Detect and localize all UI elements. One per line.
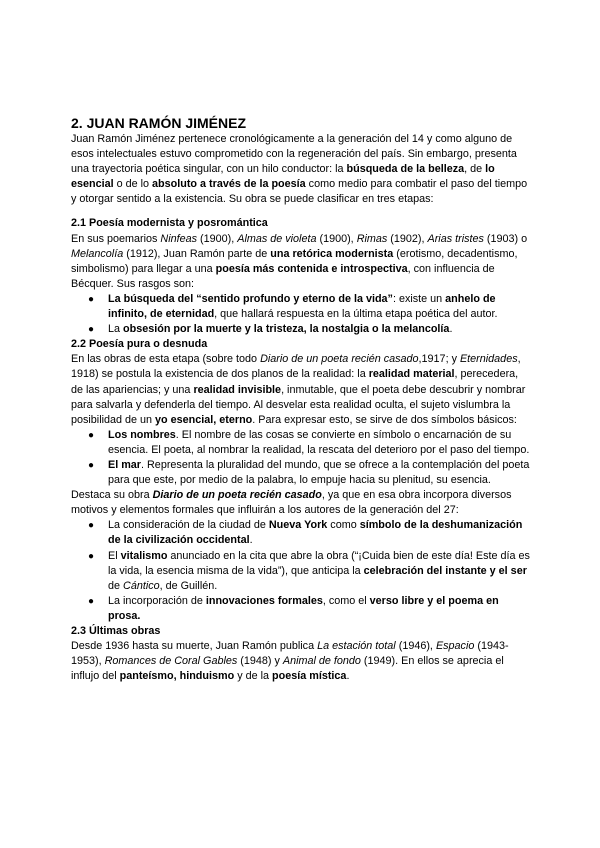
italic-text: Melancolía [71,247,124,260]
list-item [88,458,530,488]
list-item [88,518,530,548]
text-run: (1948) y [237,655,283,668]
bold-text: El mar [108,458,142,471]
text-run: (1900), [197,232,238,245]
list-item [88,594,530,624]
text-run: La incorporación de [108,594,206,607]
text-run: En sus poemarios [71,232,161,245]
text-run: como medio para combatir el paso del tiempo y otorgar sentido a la existencia. Su obra se puede clasificar en tres etapas: [71,178,528,206]
bold-text: Los nombres [108,428,176,441]
text-run: como [327,519,360,532]
bullet-icon: ● [88,429,95,441]
list-item-text [108,459,529,486]
text-run: Desde 1936 hasta su muerte, Juan Ramón publica [71,640,318,653]
bold-text: innovaciones formales [205,594,323,607]
bold-text: Diario de un poeta recién casado [152,489,322,502]
text-run: La consideración de la ciudad de [108,519,269,532]
bold-text: vitalismo [120,549,168,562]
bullet-icon: ● [88,520,95,532]
text-run: , de Guillén. [159,579,218,592]
text-run: . [449,323,453,336]
text-run: , 1918) se postula la existencia de dos planos de la realidad: la [71,353,521,381]
bold-text: obsesión por la muerte y la tristeza, la nostalgia o la melancolía [123,323,450,336]
text-run: de [108,579,124,592]
text-run: : existe un [392,292,446,305]
bold-text: anhelo de infinito, de eternidad [108,292,496,321]
bold-text: realidad material [368,368,455,381]
text-run: , ya que en esa obra incorpora diversos motivos y elementos formales que influirán a los autores de la generación del 27: [71,489,512,517]
text-run: . El nombre de las cosas se convierte en símbolo o encarnación de su esencia. El poeta, al nombrar la realidad, la rescata del deterioro por el paso del tiempo. [108,428,530,456]
bold-text: poesía más contenida e introspectiva [215,262,408,275]
list-item-text [108,429,529,456]
text-run: anunciado en la cita que abre la obra (“¡Cuida bien de este día! Este día es la vida, la esencia misma de la vida”), que anticipa la [108,549,530,577]
section-paragraph [71,232,530,292]
bullet-icon: ● [88,293,95,305]
bold-text: La búsqueda del “sentido profundo y eterno de la vida” [108,292,393,305]
list-item-text [108,519,522,546]
list-item [88,549,530,594]
list-item-text [108,595,499,622]
text-run: (1949). En ellos se aprecia el influjo del [71,655,504,683]
page-title: 2. JUAN RAMÓN JIMÉNEZ [71,115,247,131]
italic-text: Animal de fondo [282,655,361,668]
italic-text: Arias tristes [427,232,484,245]
intro-paragraph [71,132,530,207]
text-run: o de lo [113,178,153,191]
text-run: (1946), [395,640,436,653]
section-heading: 2.1 Poesía modernista y posromántica [71,217,268,230]
section-heading: 2.2 Poesía pura o desnuda [71,338,208,351]
list-item [88,428,530,458]
text-run: . Para expresar esto, se sirve de dos símbolos básicos: [252,413,517,426]
text-run: . [346,670,350,683]
text-run: El [108,549,121,562]
section-paragraph [71,639,530,684]
italic-text: Ninfeas [160,232,198,245]
text-run: Juan Ramón Jiménez pertenece cronológicamente a la generación del 14 y como alguno de esos intelectuales estuvo comprometido con la regeneración del país. Sin embargo, presenta una trayectoria poética singular, con un hilo conductor: la [71,133,517,176]
bold-text: realidad invisible [193,383,282,396]
text-run: (1902), [387,232,428,245]
bold-text: yo esencial, eterno [155,413,253,426]
bold-text: poesía mística [272,670,347,683]
text-run: (1943-1953), [71,640,509,668]
bullet-icon: ● [88,324,95,336]
bold-text: panteísmo, hinduismo [119,670,235,683]
section-paragraph [71,488,530,518]
bullet-icon: ● [88,550,95,562]
text-run: , como el [322,594,370,607]
text-run: En las obras de esta etapa (sobre todo [71,353,261,366]
bold-text: verso libre y el poema en prosa. [108,594,499,622]
italic-text: Almas de violeta [237,232,317,245]
text-run: , que hallará respuesta en la última etapa poética del autor. [214,308,498,321]
section-heading: 2.3 Últimas obras [71,625,161,637]
bullet-list [71,518,530,624]
bold-text: símbolo de la deshumanización de la civilización occidental [108,519,523,547]
text-run: . Representa la pluralidad del mundo, que se ofrece a la contemplación del poeta para que este, por medio de la palabra, lo empuje hacia su plenitud, su esencia. [108,458,530,487]
italic-text: Espacio [435,640,475,653]
italic-text: Rimas [356,232,388,245]
text-run: , inmutable, que el poeta debe descubrir y nombrar para salvarla y defenderla del tiempo. Al desvelar esta realidad oculta, el sujeto vislumbra la posibilidad de un [71,383,526,426]
bullet-list [71,292,530,337]
bold-text: celebración del instante y el ser [363,564,527,577]
bold-text: Nueva York [268,519,328,532]
text-run: , con influencia de Bécquer. Sus rasgos son: [71,262,495,290]
list-item-text [108,293,497,320]
text-run: (1900), [316,232,357,245]
bullet-icon: ● [88,595,95,607]
text-run: (1912), Juan Ramón parte de [123,247,271,260]
text-run: y de la [234,670,273,683]
bullet-icon: ● [88,459,95,471]
text-run: (erotismo, decadentismo, simbolismo) para llegar a una [71,247,518,275]
italic-text: Romances de Coral Gables [104,655,238,668]
list-item [88,322,530,337]
text-run: (1903) o [483,232,528,245]
bold-text: absoluto a través de la poesía [152,178,306,191]
text-run: , perecedera, de las apariencias; y una [71,368,519,396]
italic-text: Cántico [123,579,160,592]
list-item-text [108,550,530,592]
text-run: La [108,323,124,336]
bold-text: lo esencial [71,163,495,191]
italic-text: Eternidades [459,353,518,366]
text-run: , de [464,163,486,176]
list-item [88,292,530,322]
italic-text: La estación total [317,640,396,653]
bold-text: una retórica modernista [270,247,394,260]
italic-text: Diario de un poeta recién casado [260,353,419,366]
text-run: Destaca su obra [71,489,153,502]
section-paragraph [71,352,530,427]
list-item-text [108,323,452,335]
text-run: ,1917; y [418,353,460,366]
text-run: . [249,534,253,547]
bullet-list [71,428,530,488]
bold-text: búsqueda de la belleza [346,163,465,176]
